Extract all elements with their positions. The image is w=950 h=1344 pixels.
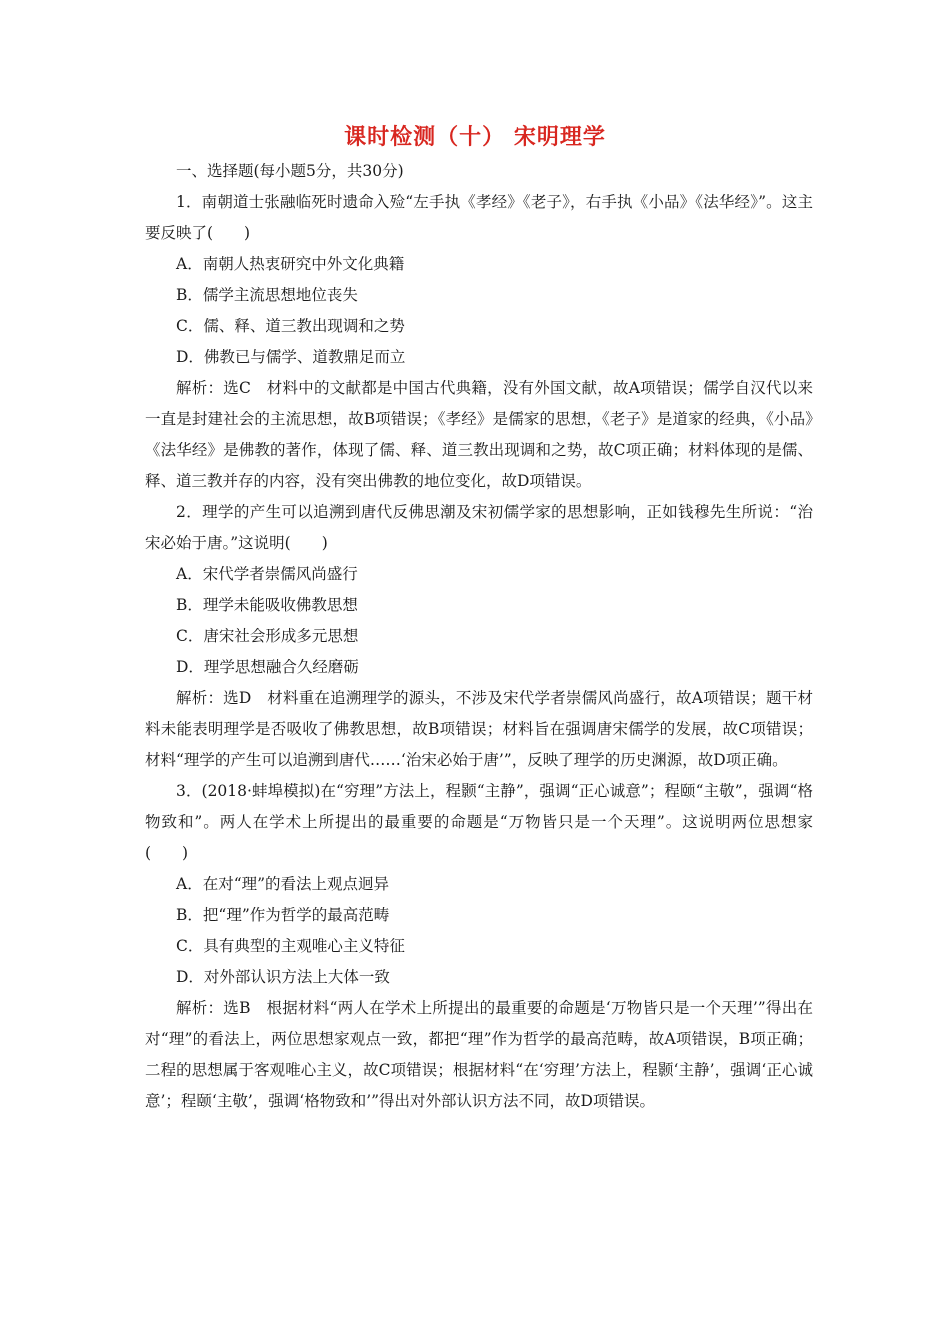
analysis: 解析：选C 材料中的文献都是中国古代典籍，没有外国文献，故A项错误；儒学自汉代以来一直是封建社会的主流思想，故B项错误；《孝经》是儒家的思想，《老子》是道家的经典，《小品》《法华经》是佛教的著作，体现了儒、释、道三教出现调和之势，故C项正确；材料体现的是儒、释、道三教并存的内容，没有突出佛教的地位变化，故D项错误。 xyxy=(145,379,813,490)
option-a: A．宋代学者崇儒风尚盛行 xyxy=(176,565,358,583)
question-1 xyxy=(145,187,813,497)
option-d: D．佛教已与儒学、道教鼎足而立 xyxy=(176,348,406,366)
option-d: D．理学思想融合久经磨砺 xyxy=(176,658,359,676)
option-c: C．具有典型的主观唯心主义特征 xyxy=(176,937,405,955)
analysis: 解析：选D 材料重在追溯理学的源头，不涉及宋代学者崇儒风尚盛行，故A项错误；题干材料未能表明理学是否吸收了佛教思想，故B项错误；材料旨在强调唐宋儒学的发展，故C项错误；材料“理学的产生可以追溯到唐代……‘治宋必始于唐’”，反映了理学的历史渊源，故D项正确。 xyxy=(145,689,813,769)
analysis: 解析：选B 根据材料“两人在学术上所提出的最重要的命题是‘万物皆只是一个天理’”得出在对“理”的看法上，两位思想家观点一致，都把“理”作为哲学的最高范畴，故A项错误，B项正确；二程的思想属于客观唯心主义，故C项错误；根据材料“在‘穷理’方法上，程颢‘主静’，强调‘正心诚意’；程颐‘主敬’，强调‘格物致和’”得出对外部认识方法不同，故D项错误。 xyxy=(145,999,813,1110)
question-2 xyxy=(145,497,813,776)
option-c: C．唐宋社会形成多元思想 xyxy=(176,627,359,645)
option-b: B．理学未能吸收佛教思想 xyxy=(176,596,358,614)
option-b: B．儒学主流思想地位丧失 xyxy=(176,286,358,304)
question-stem: 1．南朝道士张融临死时遗命入殓“左手执《孝经》《老子》，右手执《小品》《法华经》”。这主要反映了( ) xyxy=(145,193,813,242)
document-body xyxy=(145,156,813,1117)
page-title: 课时检测（十） 宋明理学 xyxy=(344,124,606,150)
section-heading: 一、选择题(每小题5分，共30分) xyxy=(176,162,404,180)
question-stem: 3．(2018·蚌埠模拟)在“穷理”方法上，程颢“主静”，强调“正心诚意”；程颐“主敬”，强调“格物致和”。两人在学术上所提出的最重要的命题是“万物皆只是一个天理”。这说明两位思想家( ) xyxy=(145,782,813,862)
option-c: C．儒、释、道三教出现调和之势 xyxy=(176,317,405,335)
question-3 xyxy=(145,776,813,1117)
option-b: B．把“理”作为哲学的最高范畴 xyxy=(176,906,390,924)
option-a: A．南朝人热衷研究中外文化典籍 xyxy=(176,255,405,273)
option-a: A．在对“理”的看法上观点迥异 xyxy=(176,875,390,893)
question-stem: 2．理学的产生可以追溯到唐代反佛思潮及宋初儒学家的思想影响，正如钱穆先生所说：“治宋必始于唐。”这说明( ) xyxy=(145,503,813,552)
option-d: D．对外部认识方法上大体一致 xyxy=(176,968,390,986)
